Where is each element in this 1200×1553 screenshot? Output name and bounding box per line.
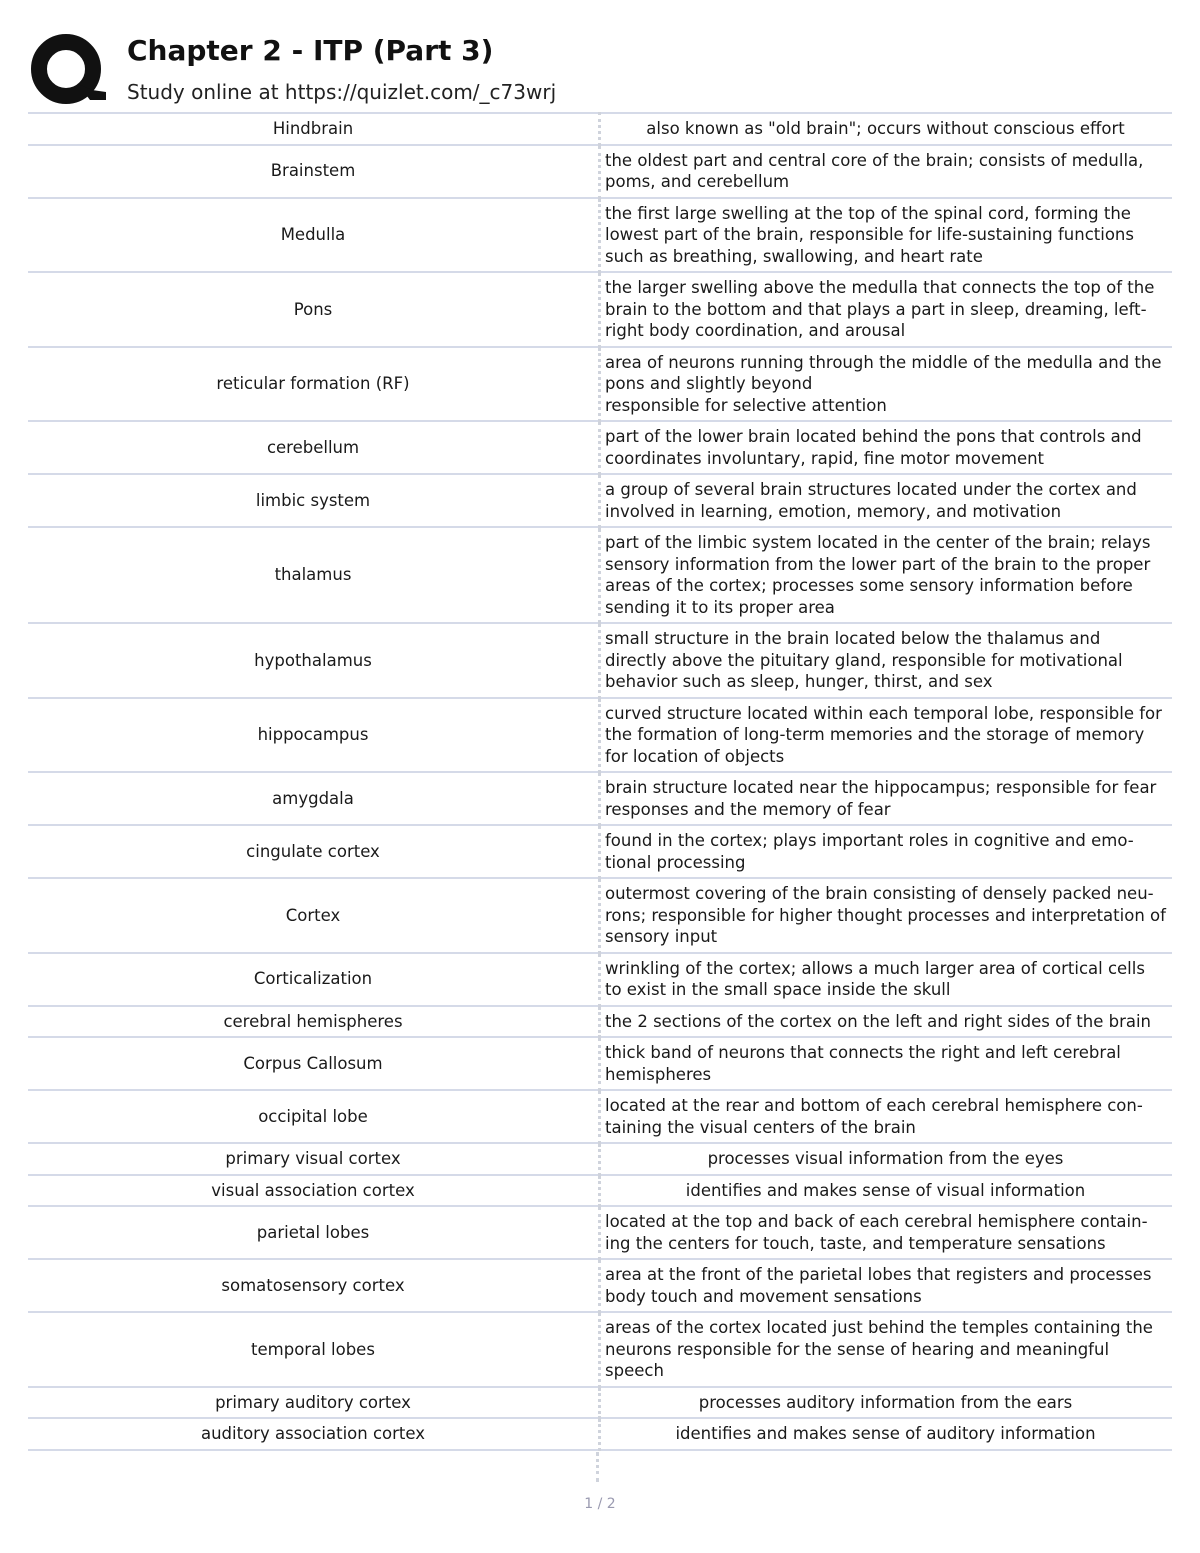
card-term: limbic system bbox=[28, 474, 600, 527]
table-row bbox=[28, 474, 1172, 527]
card-term: Corpus Callosum bbox=[28, 1037, 600, 1090]
card-term: temporal lobes bbox=[28, 1312, 600, 1387]
table-row bbox=[28, 698, 1172, 773]
card-definition: identifies and makes sense of auditory information bbox=[600, 1418, 1173, 1450]
table-row bbox=[28, 272, 1172, 347]
card-definition: area of neurons running through the middle of the medulla and the pons and slightly beyond responsible for selective attention bbox=[600, 347, 1173, 422]
card-definition: processes visual information from the eyes bbox=[600, 1143, 1173, 1175]
table-row bbox=[28, 1259, 1172, 1312]
card-term: Hindbrain bbox=[28, 113, 600, 145]
card-term: Cortex bbox=[28, 878, 600, 953]
card-term: primary visual cortex bbox=[28, 1143, 600, 1175]
card-term: hypothalamus bbox=[28, 623, 600, 698]
card-term: somatosensory cortex bbox=[28, 1259, 600, 1312]
study-link-text: Study online at https://quizlet.com/_c73wrj bbox=[127, 80, 557, 104]
table-row bbox=[28, 198, 1172, 273]
column-divider bbox=[596, 1452, 599, 1482]
table-row bbox=[28, 421, 1172, 474]
card-term: hippocampus bbox=[28, 698, 600, 773]
table-row bbox=[28, 878, 1172, 953]
table-row bbox=[28, 772, 1172, 825]
card-definition: located at the rear and bottom of each cerebral hemisphere con- taining the visual centers of the brain bbox=[600, 1090, 1173, 1143]
card-term: Pons bbox=[28, 272, 600, 347]
card-definition: thick band of neurons that connects the right and left cerebral hemispheres bbox=[600, 1037, 1173, 1090]
card-term: reticular formation (RF) bbox=[28, 347, 600, 422]
page-number: 1 / 2 bbox=[584, 1496, 616, 1512]
table-row bbox=[28, 145, 1172, 198]
card-definition: the first large swelling at the top of the spinal cord, forming the lowest part of the brain, responsible for life-sustaining functions such as breathing, swallowing, and heart rate bbox=[600, 198, 1173, 273]
page-title: Chapter 2 - ITP (Part 3) bbox=[127, 34, 494, 67]
table-row bbox=[28, 1090, 1172, 1143]
card-definition: part of the lower brain located behind the pons that controls and coordinates involuntary, rapid, fine motor movement bbox=[600, 421, 1173, 474]
table-row bbox=[28, 113, 1172, 145]
card-term: primary auditory cortex bbox=[28, 1387, 600, 1419]
card-definition: brain structure located near the hippocampus; responsible for fear responses and the memory of fear bbox=[600, 772, 1173, 825]
table-row bbox=[28, 1037, 1172, 1090]
card-definition: located at the top and back of each cerebral hemisphere contain- ing the centers for touch, taste, and temperature sensations bbox=[600, 1206, 1173, 1259]
card-term: parietal lobes bbox=[28, 1206, 600, 1259]
table-row bbox=[28, 347, 1172, 422]
table-row bbox=[28, 1206, 1172, 1259]
card-term: cingulate cortex bbox=[28, 825, 600, 878]
card-term: amygdala bbox=[28, 772, 600, 825]
table-row bbox=[28, 527, 1172, 623]
card-term: cerebral hemispheres bbox=[28, 1006, 600, 1038]
table-row bbox=[28, 1175, 1172, 1207]
card-definition: curved structure located within each temporal lobe, responsible for the formation of long-term memories and the storage of memory for location of objects bbox=[600, 698, 1173, 773]
card-definition: part of the limbic system located in the center of the brain; relays sensory information from the lower part of the brain to the proper areas of the cortex; processes some sensory information before sending it to its proper area bbox=[600, 527, 1173, 623]
card-term: Brainstem bbox=[28, 145, 600, 198]
card-definition: the 2 sections of the cortex on the left and right sides of the brain bbox=[600, 1006, 1173, 1038]
card-definition: a group of several brain structures located under the cortex and involved in learning, emotion, memory, and motivation bbox=[600, 474, 1173, 527]
card-term: occipital lobe bbox=[28, 1090, 600, 1143]
card-definition: identifies and makes sense of visual information bbox=[600, 1175, 1173, 1207]
table-row bbox=[28, 1387, 1172, 1419]
table-row bbox=[28, 1006, 1172, 1038]
card-definition: found in the cortex; plays important roles in cognitive and emo- tional processing bbox=[600, 825, 1173, 878]
quizlet-logo-icon bbox=[30, 32, 106, 108]
card-definition: small structure in the brain located below the thalamus and directly above the pituitary gland, responsible for motivational behavior such as sleep, hunger, thirst, and sex bbox=[600, 623, 1173, 698]
table-row bbox=[28, 623, 1172, 698]
table-row bbox=[28, 1312, 1172, 1387]
card-term: thalamus bbox=[28, 527, 600, 623]
card-term: visual association cortex bbox=[28, 1175, 600, 1207]
card-definition: the larger swelling above the medulla that connects the top of the brain to the bottom and that plays a part in sleep, dreaming, left-right body coordination, and arousal bbox=[600, 272, 1173, 347]
card-definition: outermost covering of the brain consisting of densely packed neu- rons; responsible for higher thought processes and interpretation of sensory input bbox=[600, 878, 1173, 953]
card-term: auditory association cortex bbox=[28, 1418, 600, 1450]
card-term: cerebellum bbox=[28, 421, 600, 474]
table-row bbox=[28, 825, 1172, 878]
card-definition: also known as "old brain"; occurs without conscious effort bbox=[600, 113, 1173, 145]
card-term: Corticalization bbox=[28, 953, 600, 1006]
flashcard-table bbox=[28, 112, 1172, 1451]
card-term: Medulla bbox=[28, 198, 600, 273]
table-row bbox=[28, 1143, 1172, 1175]
card-definition: wrinkling of the cortex; allows a much larger area of cortical cells to exist in the small space inside the skull bbox=[600, 953, 1173, 1006]
table-row bbox=[28, 953, 1172, 1006]
card-definition: area at the front of the parietal lobes that registers and processes body touch and movement sensations bbox=[600, 1259, 1173, 1312]
table-row bbox=[28, 1418, 1172, 1450]
card-definition: processes auditory information from the ears bbox=[600, 1387, 1173, 1419]
card-definition: the oldest part and central core of the brain; consists of medulla, poms, and cerebellum bbox=[600, 145, 1173, 198]
document-header bbox=[30, 28, 1180, 108]
card-definition: areas of the cortex located just behind the temples containing the neurons responsible for the sense of hearing and meaningful speech bbox=[600, 1312, 1173, 1387]
